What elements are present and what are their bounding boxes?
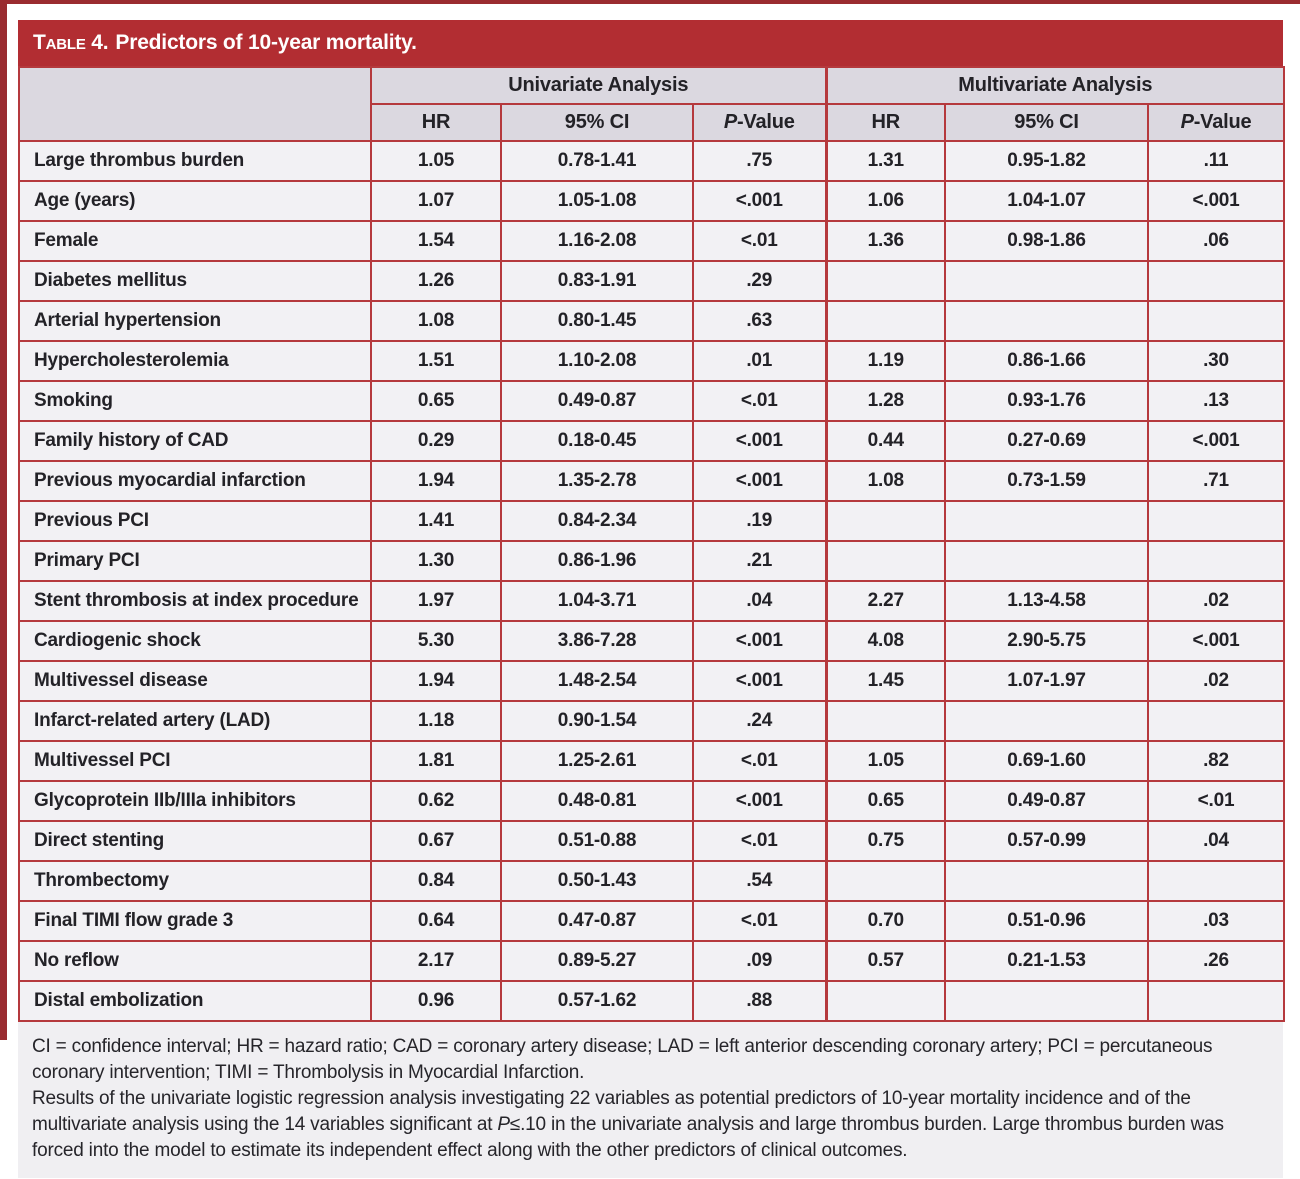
predictor-label-cell: Smoking xyxy=(19,381,371,421)
multi-ci-cell: 0.21-1.53 xyxy=(945,941,1148,981)
multi-ci-cell: 0.93-1.76 xyxy=(945,381,1148,421)
uni-p-cell: <.001 xyxy=(693,181,826,221)
multi-ci-cell: 0.95-1.82 xyxy=(945,141,1148,181)
uni-hr-cell: 1.94 xyxy=(371,461,501,501)
uni-hr-cell: 1.26 xyxy=(371,261,501,301)
uni-ci-cell: 0.90-1.54 xyxy=(501,701,693,741)
uni-p-cell: .29 xyxy=(693,261,826,301)
table-row xyxy=(19,181,1284,221)
multi-ci-cell: 1.07-1.97 xyxy=(945,661,1148,701)
multi-p-cell: <.01 xyxy=(1148,781,1284,821)
uni-hr-cell: 0.84 xyxy=(371,861,501,901)
uni-p-cell: .75 xyxy=(693,141,826,181)
multi-hr-cell: 0.70 xyxy=(826,901,945,941)
uni-ci-cell: 0.86-1.96 xyxy=(501,541,693,581)
predictor-label-cell: Previous PCI xyxy=(19,501,371,541)
table-row xyxy=(19,541,1284,581)
predictor-label-cell: Multivessel PCI xyxy=(19,741,371,781)
uni-ci-cell: 0.18-0.45 xyxy=(501,421,693,461)
uni-p-cell: <.01 xyxy=(693,381,826,421)
multi-p-cell xyxy=(1148,541,1284,581)
uni-hr-cell: 0.65 xyxy=(371,381,501,421)
multi-ci-cell: 2.90-5.75 xyxy=(945,621,1148,661)
multi-p-cell xyxy=(1148,301,1284,341)
uni-p-cell: .88 xyxy=(693,981,826,1021)
uni-ci-cell: 1.25-2.61 xyxy=(501,741,693,781)
uni-ci-cell: 0.89-5.27 xyxy=(501,941,693,981)
multi-hr-cell: 1.31 xyxy=(826,141,945,181)
table-title-bar xyxy=(18,20,1283,66)
multi-p-cell: .02 xyxy=(1148,661,1284,701)
uni-hr-cell: 1.81 xyxy=(371,741,501,781)
multi-ci-cell xyxy=(945,541,1148,581)
uni-pvalue-header: P-Value xyxy=(693,104,826,141)
multi-ci-cell: 0.73-1.59 xyxy=(945,461,1148,501)
multi-hr-cell xyxy=(826,501,945,541)
table-figure xyxy=(18,20,1283,1178)
multi-hr-cell: 0.75 xyxy=(826,821,945,861)
table-body xyxy=(19,141,1284,1021)
uni-hr-cell: 0.67 xyxy=(371,821,501,861)
uni-p-cell: .09 xyxy=(693,941,826,981)
table-row xyxy=(19,301,1284,341)
predictor-label-cell: Arterial hypertension xyxy=(19,301,371,341)
multi-p-cell xyxy=(1148,261,1284,301)
multi-p-cell: .11 xyxy=(1148,141,1284,181)
multi-ci-cell: 0.27-0.69 xyxy=(945,421,1148,461)
uni-hr-header: HR xyxy=(371,104,501,141)
multi-hr-cell: 0.57 xyxy=(826,941,945,981)
methods-note: Results of the univariate logistic regression analysis investigating 22 variables as potential predictors of 10-year mortality incidence and of the multivariate analysis using the 14 variables significant at P≤.10 in the univariate analysis and large thrombus burden. Large thrombus burden was forced into the model to estimate its independent effect along with the other predictors of clinical outcomes. xyxy=(32,1088,1224,1162)
uni-ci-cell: 0.78-1.41 xyxy=(501,141,693,181)
table-row xyxy=(19,901,1284,941)
table-row xyxy=(19,941,1284,981)
multi-ci-cell xyxy=(945,501,1148,541)
multi-hr-cell: 2.27 xyxy=(826,581,945,621)
uni-p-cell: .54 xyxy=(693,861,826,901)
uni-hr-cell: 1.94 xyxy=(371,661,501,701)
multi-ci-header: 95% CI xyxy=(945,104,1148,141)
multi-p-cell: .13 xyxy=(1148,381,1284,421)
uni-ci-cell: 0.48-0.81 xyxy=(501,781,693,821)
top-accent-strip xyxy=(0,0,1300,4)
multi-p-cell: <.001 xyxy=(1148,421,1284,461)
multi-hr-cell: 1.06 xyxy=(826,181,945,221)
table-row xyxy=(19,221,1284,261)
multivariate-group-header: Multivariate Analysis xyxy=(826,67,1284,104)
multi-ci-cell: 0.49-0.87 xyxy=(945,781,1148,821)
table-number-label: Table 4. xyxy=(33,31,109,54)
uni-p-cell: .19 xyxy=(693,501,826,541)
left-accent-strip xyxy=(0,0,7,1040)
multi-hr-cell xyxy=(826,861,945,901)
uni-p-cell: <.01 xyxy=(693,821,826,861)
uni-p-cell: <.001 xyxy=(693,621,826,661)
multi-p-cell: <.001 xyxy=(1148,181,1284,221)
predictors-table xyxy=(18,66,1285,1022)
multi-ci-cell: 1.04-1.07 xyxy=(945,181,1148,221)
multi-ci-cell xyxy=(945,261,1148,301)
multi-p-cell: .06 xyxy=(1148,221,1284,261)
uni-p-cell: <.001 xyxy=(693,461,826,501)
predictor-label-cell: Cardiogenic shock xyxy=(19,621,371,661)
multi-hr-cell: 1.05 xyxy=(826,741,945,781)
uni-ci-cell: 1.10-2.08 xyxy=(501,341,693,381)
uni-ci-header: 95% CI xyxy=(501,104,693,141)
predictor-label-cell: Thrombectomy xyxy=(19,861,371,901)
multi-pvalue-header: P-Value xyxy=(1148,104,1284,141)
multi-hr-cell: 4.08 xyxy=(826,621,945,661)
uni-ci-cell: 0.80-1.45 xyxy=(501,301,693,341)
multi-p-cell: .26 xyxy=(1148,941,1284,981)
multi-ci-cell: 0.69-1.60 xyxy=(945,741,1148,781)
multi-p-cell: .02 xyxy=(1148,581,1284,621)
uni-hr-cell: 1.30 xyxy=(371,541,501,581)
multi-ci-cell xyxy=(945,861,1148,901)
predictor-label-cell: No reflow xyxy=(19,941,371,981)
predictor-label-cell: Large thrombus burden xyxy=(19,141,371,181)
uni-ci-cell: 1.48-2.54 xyxy=(501,661,693,701)
multi-p-cell: .04 xyxy=(1148,821,1284,861)
multi-hr-cell: 1.19 xyxy=(826,341,945,381)
predictor-label-cell: Direct stenting xyxy=(19,821,371,861)
predictor-label-cell: Family history of CAD xyxy=(19,421,371,461)
multi-ci-cell xyxy=(945,301,1148,341)
uni-hr-cell: 1.05 xyxy=(371,141,501,181)
uni-ci-cell: 0.83-1.91 xyxy=(501,261,693,301)
uni-hr-cell: 0.29 xyxy=(371,421,501,461)
uni-hr-cell: 0.96 xyxy=(371,981,501,1021)
uni-p-cell: <.01 xyxy=(693,741,826,781)
table-row xyxy=(19,141,1284,181)
uni-p-cell: .01 xyxy=(693,341,826,381)
uni-ci-cell: 1.04-3.71 xyxy=(501,581,693,621)
uni-p-cell: .63 xyxy=(693,301,826,341)
predictor-label-cell: Previous myocardial infarction xyxy=(19,461,371,501)
table-row xyxy=(19,741,1284,781)
uni-p-cell: .04 xyxy=(693,581,826,621)
multi-p-cell xyxy=(1148,861,1284,901)
table-row xyxy=(19,981,1284,1021)
multi-ci-cell: 0.86-1.66 xyxy=(945,341,1148,381)
multi-ci-cell: 0.98-1.86 xyxy=(945,221,1148,261)
uni-hr-cell: 2.17 xyxy=(371,941,501,981)
multi-p-cell: .03 xyxy=(1148,901,1284,941)
uni-ci-cell: 0.50-1.43 xyxy=(501,861,693,901)
multi-hr-cell: 1.08 xyxy=(826,461,945,501)
multi-hr-cell xyxy=(826,541,945,581)
uni-p-cell: <.01 xyxy=(693,901,826,941)
predictor-label-cell: Stent thrombosis at index procedure xyxy=(19,581,371,621)
table-row xyxy=(19,501,1284,541)
multi-hr-cell: 1.28 xyxy=(826,381,945,421)
multi-hr-cell xyxy=(826,701,945,741)
multi-hr-cell xyxy=(826,261,945,301)
multi-p-cell: .82 xyxy=(1148,741,1284,781)
uni-hr-cell: 0.64 xyxy=(371,901,501,941)
uni-ci-cell: 0.84-2.34 xyxy=(501,501,693,541)
uni-hr-cell: 5.30 xyxy=(371,621,501,661)
multi-p-cell xyxy=(1148,501,1284,541)
predictor-label-cell: Female xyxy=(19,221,371,261)
uni-hr-cell: 1.51 xyxy=(371,341,501,381)
multi-hr-cell: 1.45 xyxy=(826,661,945,701)
table-row xyxy=(19,581,1284,621)
table-row xyxy=(19,621,1284,661)
table-row xyxy=(19,661,1284,701)
predictor-label-cell: Infarct-related artery (LAD) xyxy=(19,701,371,741)
table-row xyxy=(19,461,1284,501)
multi-ci-cell xyxy=(945,981,1148,1021)
table-row xyxy=(19,381,1284,421)
multi-ci-cell xyxy=(945,701,1148,741)
table-row xyxy=(19,261,1284,301)
multi-hr-cell xyxy=(826,981,945,1021)
uni-hr-cell: 1.18 xyxy=(371,701,501,741)
multi-hr-header: HR xyxy=(826,104,945,141)
multi-hr-cell: 0.44 xyxy=(826,421,945,461)
uni-ci-cell: 3.86-7.28 xyxy=(501,621,693,661)
uni-p-cell: <.001 xyxy=(693,421,826,461)
uni-ci-cell: 0.47-0.87 xyxy=(501,901,693,941)
table-title xyxy=(33,31,417,55)
uni-ci-cell: 0.51-0.88 xyxy=(501,821,693,861)
multi-p-cell xyxy=(1148,981,1284,1021)
predictor-label-cell: Final TIMI flow grade 3 xyxy=(19,901,371,941)
uni-ci-cell: 1.05-1.08 xyxy=(501,181,693,221)
multi-ci-cell: 1.13-4.58 xyxy=(945,581,1148,621)
predictor-label-cell: Distal embolization xyxy=(19,981,371,1021)
multi-hr-cell: 1.36 xyxy=(826,221,945,261)
table-title-text: Predictors of 10-year mortality. xyxy=(115,31,417,54)
uni-p-cell: <.001 xyxy=(693,661,826,701)
uni-ci-cell: 0.57-1.62 xyxy=(501,981,693,1021)
predictor-label-cell: Age (years) xyxy=(19,181,371,221)
uni-ci-cell: 1.16-2.08 xyxy=(501,221,693,261)
uni-hr-cell: 1.07 xyxy=(371,181,501,221)
multi-p-cell: .71 xyxy=(1148,461,1284,501)
abbreviations-note: CI = confidence interval; HR = hazard ratio; CAD = coronary artery disease; LAD = left anterior descending coronary artery; PCI = percutaneous coronary intervention; TIMI = Thrombolysis in Myocardial Infarction. xyxy=(32,1036,1213,1084)
uni-p-cell: <.01 xyxy=(693,221,826,261)
multi-hr-cell: 0.65 xyxy=(826,781,945,821)
table-row xyxy=(19,821,1284,861)
uni-hr-cell: 1.97 xyxy=(371,581,501,621)
multi-p-cell: <.001 xyxy=(1148,621,1284,661)
uni-hr-cell: 1.41 xyxy=(371,501,501,541)
uni-ci-cell: 1.35-2.78 xyxy=(501,461,693,501)
table-row xyxy=(19,781,1284,821)
predictor-label-cell: Primary PCI xyxy=(19,541,371,581)
table-row xyxy=(19,341,1284,381)
uni-hr-cell: 1.54 xyxy=(371,221,501,261)
uni-hr-cell: 0.62 xyxy=(371,781,501,821)
predictor-corner-cell xyxy=(19,67,371,141)
uni-ci-cell: 0.49-0.87 xyxy=(501,381,693,421)
uni-p-cell: .24 xyxy=(693,701,826,741)
predictor-label-cell: Multivessel disease xyxy=(19,661,371,701)
predictor-label-cell: Hypercholesterolemia xyxy=(19,341,371,381)
uni-p-cell: .21 xyxy=(693,541,826,581)
table-row xyxy=(19,421,1284,461)
multi-hr-cell xyxy=(826,301,945,341)
group-header-row xyxy=(19,67,1284,104)
uni-p-cell: <.001 xyxy=(693,781,826,821)
multi-p-cell: .30 xyxy=(1148,341,1284,381)
table-footnotes xyxy=(18,1022,1283,1178)
table-row xyxy=(19,861,1284,901)
predictor-label-cell: Diabetes mellitus xyxy=(19,261,371,301)
predictor-label-cell: Glycoprotein IIb/IIIa inhibitors xyxy=(19,781,371,821)
uni-hr-cell: 1.08 xyxy=(371,301,501,341)
table-row xyxy=(19,701,1284,741)
multi-p-cell xyxy=(1148,701,1284,741)
multi-ci-cell: 0.51-0.96 xyxy=(945,901,1148,941)
multi-ci-cell: 0.57-0.99 xyxy=(945,821,1148,861)
univariate-group-header: Univariate Analysis xyxy=(371,67,826,104)
